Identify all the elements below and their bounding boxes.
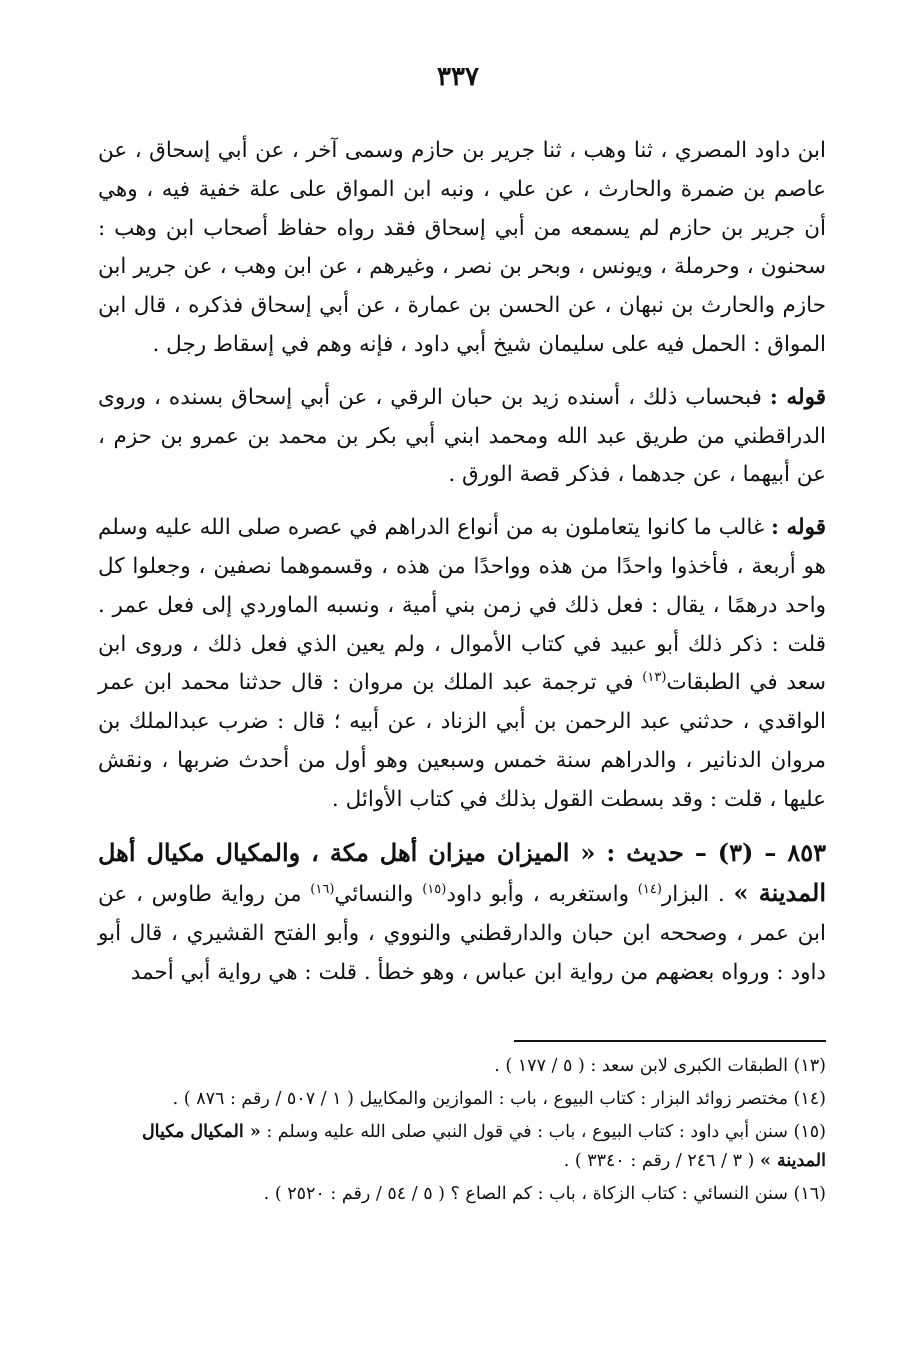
footnote-text: ( ٣ / ٢٤٦ / رقم : ٣٣٤٠ ) . — [563, 1151, 760, 1171]
paragraph-text: فبحساب ذلك ، أسنده زيد بن حبان الرقي ، عن أبي إسحاق بسنده ، وروى الدراقطني من طريق عبد الله ومحمد ابني أبي بكر بن محمد بن عمرو بن حزم ، عن أبيهما ، عن جدهما ، فذكر قصة الورق . — [98, 384, 826, 488]
paragraph-text: من رواية طاوس ، عن ابن عمر ، وصححه ابن حبان والدارقطني والنووي ، وأبو الفتح القشيري ، قال أبو داود : ورواه بعضهم من رواية ابن عباس ، وهو خطأ . قلت : هي رواية أبي أحمد — [98, 882, 826, 985]
footnote-ref-16[interactable]: (١٦) — [310, 882, 335, 898]
main-text — [98, 132, 826, 993]
paragraph-hadith-853 — [98, 834, 826, 993]
paragraph-qawluh-2 — [98, 509, 826, 819]
paragraph-text: والنسائي — [334, 882, 423, 908]
paragraph-text: . البزار — [661, 882, 734, 908]
footnotes — [104, 1052, 826, 1213]
footnote-divider — [514, 1040, 826, 1042]
footnote-ref-14[interactable]: (١٤) — [637, 882, 662, 898]
paragraph-isnad — [98, 132, 826, 365]
qawluh-label: قوله : — [771, 515, 826, 541]
qawluh-label: قوله : — [769, 384, 826, 410]
hadith-heading: ٨٥٣ – (٣) – حديث : « الميزان ميزان أهل مكة ، والمكيال مكيال أهل المدينة » — [98, 837, 826, 908]
footnote-ref-13[interactable]: (١٣) — [642, 670, 667, 686]
footnote-text: (١٥) سنن أبي داود : كتاب البيوع ، باب : في قول النبي صلى الله عليه وسلم : — [260, 1122, 826, 1142]
footnote-14: (١٤) مختصر زوائد البزار : كتاب البيوع ، باب : الموازين والمكاييل ( ١ / ٥٠٧ / رقم : ٨٧٦ ) . — [172, 1089, 826, 1109]
paragraph-text: ابن داود المصري ، ثنا وهب ، ثنا جرير بن حازم وسمى آخر ، عن أبي إسحاق ، عن عاصم بن ضمرة والحارث ، عن علي ، ونبه ابن المواق على علة خفية فيه ، وهي أن جرير بن حازم لم يسمعه من أبي إسحاق فقد رواه حفاظ أصحاب ابن وهب : سحنون ، وحرملة ، ويونس ، وبحر بن نصر ، وغيرهم ، عن ابن وهب ، عن جرير ابن حازم والحارث بن نبهان ، عن الحسن بن عمارة ، عن أبي إسحاق فذكره ، قال ابن المواق : الحمل فيه على سليمان شيخ أبي داود ، فإنه وهم في إسقاط رجل . — [98, 138, 826, 357]
paragraph-text: في ترجمة عبد الملك بن مروان : قال حدثنا محمد ابن عمر الواقدي ، حدثني عبد الرحمن بن أبي الزناد ، عن أبيه ؛ قال : ضرب عبدالملك بن مروان الدنانير ، والدراهم سنة خمس وسبعين وهو أول من أحدث ضربها ، ونقش عليها ، قلت : وقد بسطت القول بذلك في كتاب الأوائل . — [98, 670, 826, 812]
footnote-bold-title: « المكيال مكيال المدينة » — [141, 1122, 826, 1171]
paragraph-text: واستغربه ، وأبو داود — [446, 882, 638, 908]
page-number: ٣٣٧ — [437, 62, 479, 92]
footnote-16: (١٦) سنن النسائي : كتاب الزكاة ، باب : كم الصاع ؟ ( ٥ / ٥٤ / رقم : ٢٥٢٠ ) . — [263, 1184, 826, 1204]
footnote-ref-15[interactable]: (١٥) — [422, 882, 447, 898]
paragraph-text: غالب ما كانوا يتعاملون به من أنواع الدراهم في عصره صلى الله عليه وسلم هو أربعة ، فأخذوا واحدًا من هذه وواحدًا من هذه ، وقسموهما نصفين ، وجعلوا كل واحد درهمًا ، يقال : فعل ذلك في زمن بني أمية ، ونسبه الماوردي إلى فعل عمر . قلت : ذكر ذلك أبو عبيد في كتاب الأموال ، ولم يعين الذي فعل ذلك ، وروى ابن سعد في الطبقات — [98, 515, 826, 696]
paragraph-qawluh-1 — [98, 379, 826, 495]
footnote-13: (١٣) الطبقات الكبرى لابن سعد : ( ٥ / ١٧٧ ) . — [494, 1056, 826, 1076]
footnote-15 — [104, 1118, 826, 1176]
